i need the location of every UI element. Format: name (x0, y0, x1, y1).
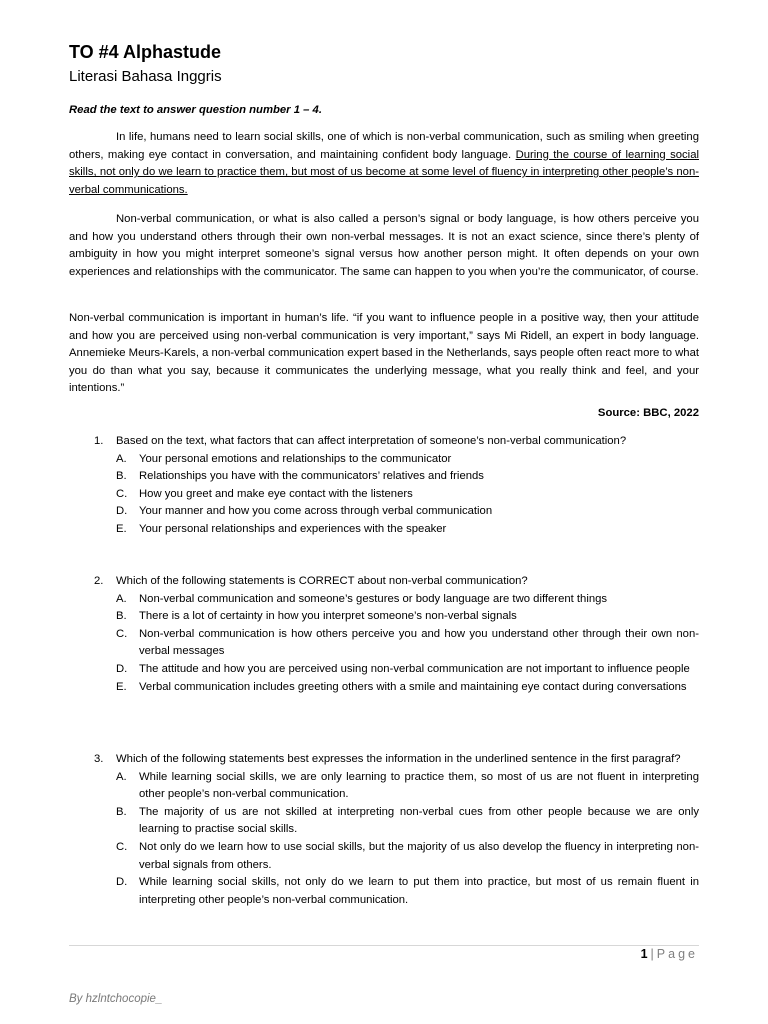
page-separator: | (650, 947, 654, 961)
option-text: Your personal relationships and experiences with the speaker (139, 522, 447, 535)
answer-option[interactable] (94, 679, 699, 697)
document-title: TO #4 Alphastude (69, 42, 222, 62)
answer-option[interactable] (94, 521, 699, 539)
passage-paragraph-3: Non-verbal communication is important in human’s life. “if you want to influence people in a positive way, then your attitude and how you are perceived using non-verbal communication is very important,” says Mi Ridell, an expert in body language. Annemieke Meurs-Karels, a non-verbal communication expert based in the Netherlands, says people often react more to what you do than what you say, because it communicates the underlying message, what you really think and feel, and your intentions.” (69, 312, 699, 395)
answer-option[interactable] (94, 486, 699, 504)
answer-option[interactable] (94, 626, 699, 661)
question-2 (94, 573, 699, 696)
question-text: Based on the text, what factors that can affect interpretation of someone’s non-verbal communication? (116, 435, 627, 447)
document-subtitle: Literasi Bahasa Inggris (69, 68, 222, 85)
option-text: There is a lot of certainty in how you interpret someone’s non-verbal signals (139, 610, 517, 623)
question-stem (94, 751, 699, 769)
option-text: While learning social skills, not only do we learn to put them into practice, but most of us remain fluent in interpreting other people’s non-verbal communication. (139, 876, 699, 906)
passage-paragraph-1-text: In life, humans need to learn social skills, one of which is non-verbal communication, such as smiling when greeting others, making eye contact in conversation, and maintaining confident body language. (69, 131, 699, 161)
answer-options (94, 451, 699, 539)
answer-option[interactable] (94, 468, 699, 486)
credit-text: By hzlntchocopie_ (69, 993, 163, 1005)
answer-option[interactable] (94, 769, 699, 804)
option-text: Non-verbal communication and someone’s gestures or body language are two different things (139, 592, 608, 605)
option-letter: A. (116, 770, 127, 783)
option-letter: D. (116, 876, 128, 889)
option-letter: E. (116, 680, 127, 693)
option-text: Your personal emotions and relationships to the communicator (139, 452, 452, 465)
question-3 (94, 751, 699, 909)
answer-option[interactable] (94, 661, 699, 679)
option-text: Verbal communication includes greeting others with a smile and maintaining eye contact during conversations (139, 680, 687, 693)
option-text: Non-verbal communication is how others perceive you and how you understand other through their own non-verbal messages (139, 627, 699, 658)
option-letter: C. (116, 840, 128, 853)
answer-options (94, 769, 699, 910)
answer-option[interactable] (94, 839, 699, 874)
option-letter: C. (116, 487, 128, 500)
question-number: 2. (94, 575, 104, 587)
question-stem (94, 573, 699, 591)
option-letter: B. (116, 470, 127, 483)
option-letter: E. (116, 522, 127, 535)
question-1 (94, 433, 699, 539)
option-text: Your manner and how you come across through verbal communication (139, 505, 493, 518)
answer-option[interactable] (94, 804, 699, 839)
option-text: Not only do we learn how to use social skills, but the majority of us also develop the fluency in interpreting non-verbal signals from others. (139, 840, 699, 871)
underlined-sentence: During the course of learning social skills, not only do we learn to practice them, but most of us become at some level of fluency in interpreting other people’s non-verbal communications. (69, 148, 699, 196)
answer-option[interactable] (94, 591, 699, 609)
answer-option[interactable] (94, 608, 699, 626)
question-text: Which of the following statements is CORRECT about non-verbal communication? (116, 575, 528, 587)
option-letter: B. (116, 805, 127, 818)
answer-option[interactable] (94, 451, 699, 469)
answer-option[interactable] (94, 874, 699, 909)
reading-instruction: Read the text to answer question number 1 – 4. (69, 104, 322, 116)
page-label: Page (656, 947, 698, 961)
question-number: 3. (94, 753, 104, 765)
option-letter: A. (116, 592, 127, 605)
question-number: 1. (94, 435, 104, 447)
page-number: 1 (640, 947, 648, 961)
option-text: While learning social skills, we are only learning to practice them, so most of us are not fluent in interpreting other people’s non-verbal communication. (139, 770, 699, 801)
option-text: The majority of us are not skilled at interpreting non-verbal cues from other people because we are only learning to practise social skills. (139, 805, 699, 836)
option-letter: A. (116, 452, 127, 465)
passage-paragraph-1 (69, 129, 699, 199)
page-number-footer (641, 947, 698, 961)
question-stem (94, 433, 699, 451)
option-letter: D. (116, 505, 128, 518)
option-text: The attitude and how you are perceived using non-verbal communication are not important to influence people (139, 662, 690, 675)
option-letter: D. (116, 662, 128, 675)
answer-options (94, 591, 699, 697)
source-citation: Source: BBC, 2022 (597, 407, 699, 419)
footer-divider (69, 945, 699, 946)
option-text: How you greet and make eye contact with the listeners (139, 487, 413, 500)
passage-paragraph-2: Non-verbal communication, or what is also called a person’s signal or body language, is how others perceive you and how you understand others through their own non-verbal messages. It is not an exact science, since there’s plenty of ambiguity in how you might interpret someone’s signal versus how another person might. It often depends on your own experiences and relationships with the communicator. The same can happen to you when you’re the communicator, of course. (69, 213, 699, 278)
option-letter: B. (116, 610, 127, 623)
answer-option[interactable] (94, 503, 699, 521)
option-text: Relationships you have with the communicators’ relatives and friends (139, 470, 484, 483)
option-letter: C. (116, 627, 128, 640)
question-text: Which of the following statements best expresses the information in the underlined sentence in the first paragraf? (116, 753, 681, 765)
